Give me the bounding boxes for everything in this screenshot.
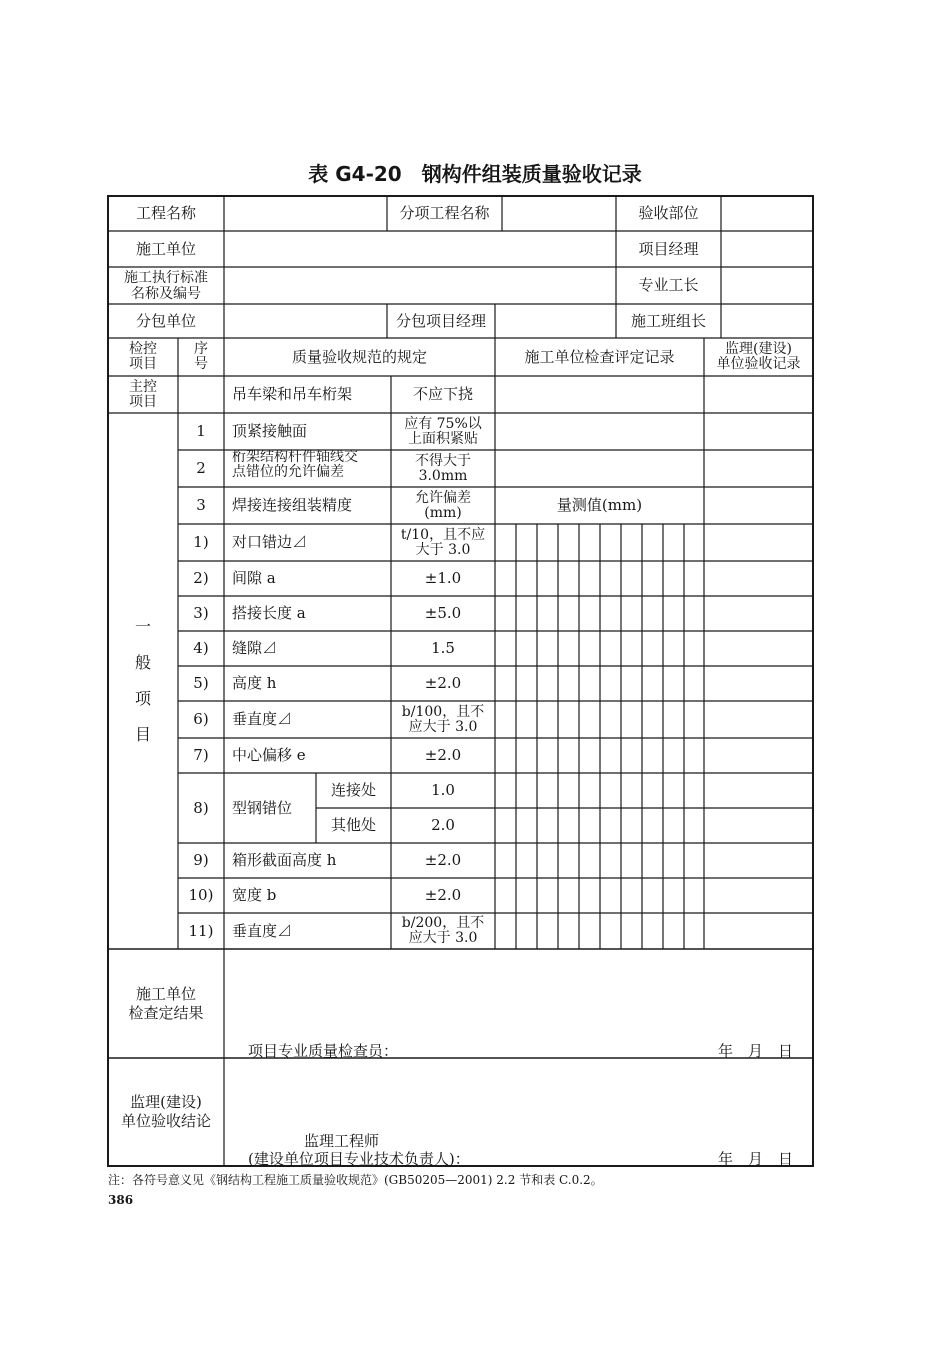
conclusion-label-line1: 监理(建设) bbox=[130, 1093, 202, 1111]
team-leader-value[interactable] bbox=[721, 304, 813, 338]
result-content[interactable] bbox=[224, 949, 813, 1034]
subcontract-manager-value[interactable] bbox=[495, 304, 616, 338]
col-supervision-line1: 监理(建设) bbox=[725, 341, 792, 357]
subitem-seq: 11) bbox=[188, 921, 214, 940]
project-name-value[interactable] bbox=[224, 196, 387, 231]
subitem-name: 对口错边⊿ bbox=[232, 533, 308, 551]
result-label-line1: 施工单位 bbox=[135, 984, 196, 1003]
acceptance-part-value[interactable] bbox=[721, 196, 813, 231]
item-name: 焊接连接组装精度 bbox=[232, 496, 353, 514]
item-requirement-line2: (mm) bbox=[424, 504, 462, 521]
subitem-seq: 2) bbox=[193, 569, 209, 587]
subitem-seq: 5) bbox=[193, 674, 209, 692]
subitem-name: 箱形截面高度 h bbox=[232, 851, 337, 869]
col-supervision bbox=[704, 338, 813, 376]
item-requirement bbox=[391, 487, 495, 524]
subitem-name: 搭接长度 a bbox=[232, 604, 306, 622]
subitem-name: 缝隙⊿ bbox=[232, 639, 278, 657]
footnote: 注：各符号意义见《钢结构工程施工质量验收规范》(GB50205—2001) 2.2 节和表 C.0.2。 bbox=[108, 1173, 603, 1187]
subitem-requirement bbox=[391, 913, 495, 949]
standard-label-line2: 名称及编号 bbox=[131, 285, 201, 302]
subitem-name: 垂直度⊿ bbox=[232, 710, 293, 728]
col-spec: 质量验收规范的规定 bbox=[291, 347, 427, 366]
project-manager-value[interactable] bbox=[721, 231, 813, 267]
subitem-requirement: ±2.0 bbox=[424, 886, 462, 904]
col-item-type-line1: 检控 bbox=[129, 341, 157, 357]
subitem-requirement-line1: b/100，且不 bbox=[401, 703, 485, 720]
subitem-name: 型钢错位 bbox=[232, 798, 293, 817]
standard-value[interactable] bbox=[224, 267, 616, 304]
subitem-requirement bbox=[391, 524, 495, 561]
project-name-label: 工程名称 bbox=[135, 204, 196, 222]
item-requirement bbox=[391, 450, 495, 487]
page-number: 386 bbox=[108, 1193, 134, 1207]
subitem-sub-name: 连接处 bbox=[330, 781, 376, 799]
subitem-requirement: 1.0 bbox=[431, 781, 455, 799]
item-name: 顶紧接触面 bbox=[232, 422, 308, 440]
construction-unit-value[interactable] bbox=[224, 231, 616, 267]
subitem-requirement-line1: t/10，且不应 bbox=[400, 526, 486, 543]
result-label bbox=[108, 949, 224, 1058]
item-requirement bbox=[391, 413, 495, 450]
general-label-char: 一 bbox=[134, 617, 151, 636]
subitem-seq: 4) bbox=[193, 639, 209, 657]
subitem-requirement: 1.5 bbox=[431, 639, 455, 657]
subitem-requirement: 2.0 bbox=[431, 816, 455, 834]
item-seq: 2 bbox=[196, 459, 206, 477]
engineer-signature-label: 监理工程师 bbox=[304, 1132, 380, 1150]
general-label-char: 目 bbox=[134, 725, 151, 744]
subitem-requirement: ±5.0 bbox=[424, 604, 462, 622]
inspector-signature-label: 项目专业质量检查员： bbox=[248, 1042, 399, 1060]
subitem-seq: 9) bbox=[193, 851, 209, 869]
measured-value-label: 量测值(mm) bbox=[556, 496, 643, 514]
subitem-sub-name: 其他处 bbox=[330, 816, 376, 834]
standard-label-line1: 施工执行标准 bbox=[124, 269, 208, 286]
subitem-name: 宽度 b bbox=[232, 886, 277, 904]
subitem-requirement: ±2.0 bbox=[424, 746, 462, 764]
subitem-seq: 10) bbox=[188, 886, 214, 904]
col-check-record: 施工单位检查评定记录 bbox=[524, 347, 675, 366]
result-label-line2: 检查定结果 bbox=[128, 1003, 204, 1022]
subitem-seq: 6) bbox=[193, 710, 209, 728]
item-name-line2: 点错位的允许偏差 bbox=[232, 464, 344, 480]
foreman-label: 专业工长 bbox=[638, 276, 699, 294]
item-requirement-line2: 3.0mm bbox=[418, 467, 468, 484]
subitem-requirement: ±2.0 bbox=[424, 851, 462, 869]
item-seq: 1 bbox=[196, 422, 206, 440]
result-date: 年 月 日 bbox=[718, 1042, 794, 1060]
main-control-label-line2: 项目 bbox=[129, 393, 157, 410]
col-seq-line2: 号 bbox=[194, 356, 208, 372]
subitem-requirement-line2: 应大于 3.0 bbox=[408, 930, 478, 946]
item-requirement-line1: 允许偏差 bbox=[415, 489, 471, 506]
subcontract-unit-value[interactable] bbox=[224, 304, 387, 338]
subitem-seq: 7) bbox=[193, 746, 209, 764]
construction-unit-label: 施工单位 bbox=[135, 239, 196, 258]
subitem-name: 中心偏移 e bbox=[232, 746, 306, 764]
subcontract-manager-label: 分包项目经理 bbox=[395, 311, 486, 330]
item-requirement-line1: 应有 75%以 bbox=[404, 415, 482, 432]
subitem-requirement-line2: 应大于 3.0 bbox=[408, 718, 478, 735]
subitem-seq: 1) bbox=[193, 533, 209, 551]
conclusion-label-line2: 单位验收结论 bbox=[120, 1112, 211, 1130]
col-supervision-line2: 单位验收记录 bbox=[716, 356, 801, 372]
item-requirement-line1: 不得大于 bbox=[415, 452, 471, 469]
conclusion-label bbox=[108, 1058, 224, 1166]
sub-project-value[interactable] bbox=[502, 196, 616, 231]
page-title: 表 G4-20 钢构件组装质量验收记录 bbox=[308, 162, 642, 186]
main-control-requirement: 不应下挠 bbox=[412, 385, 473, 403]
general-items-label bbox=[108, 413, 178, 949]
acceptance-part-label: 验收部位 bbox=[638, 204, 699, 222]
subitem-requirement: ±1.0 bbox=[424, 569, 462, 587]
col-seq bbox=[178, 338, 224, 376]
sub-project-label: 分项工程名称 bbox=[399, 204, 490, 222]
subitem-name: 垂直度⊿ bbox=[232, 921, 293, 940]
subitem-name: 高度 h bbox=[232, 674, 277, 692]
item-requirement-line2: 上面积紧贴 bbox=[408, 430, 478, 447]
item-name bbox=[224, 450, 391, 487]
general-label-char: 般 bbox=[134, 653, 151, 672]
col-item-type-line2: 项目 bbox=[129, 356, 157, 372]
tech-lead-signature-label: (建设单位项目专业技术负责人)： bbox=[248, 1150, 470, 1168]
subitem-requirement-line1: b/200，且不 bbox=[401, 915, 485, 931]
conclusion-date: 年 月 日 bbox=[718, 1150, 794, 1168]
col-item-type bbox=[108, 338, 178, 376]
main-control-label-line1: 主控 bbox=[129, 378, 157, 395]
subitem-requirement bbox=[391, 701, 495, 738]
general-label-char: 项 bbox=[134, 689, 151, 708]
team-leader-label: 施工班组长 bbox=[630, 311, 706, 330]
subitem-requirement-line2: 大于 3.0 bbox=[415, 541, 471, 558]
subitem-seq: 8) bbox=[193, 798, 209, 817]
subitem-requirement: ±2.0 bbox=[424, 674, 462, 692]
foreman-value[interactable] bbox=[721, 267, 813, 304]
subcontract-unit-label: 分包单位 bbox=[135, 311, 196, 330]
subitem-name: 间隙 a bbox=[232, 569, 276, 587]
item-name-line1: 桁架结构杆件轴线交 bbox=[232, 450, 358, 465]
subitem-seq: 3) bbox=[193, 604, 209, 622]
standard-label bbox=[108, 267, 224, 304]
main-control-label bbox=[108, 376, 178, 413]
conclusion-content[interactable] bbox=[224, 1058, 813, 1128]
item-seq: 3 bbox=[196, 496, 206, 514]
col-seq-line1: 序 bbox=[194, 341, 208, 357]
main-control-name: 吊车梁和吊车桁架 bbox=[232, 385, 353, 403]
project-manager-label: 项目经理 bbox=[638, 239, 699, 258]
